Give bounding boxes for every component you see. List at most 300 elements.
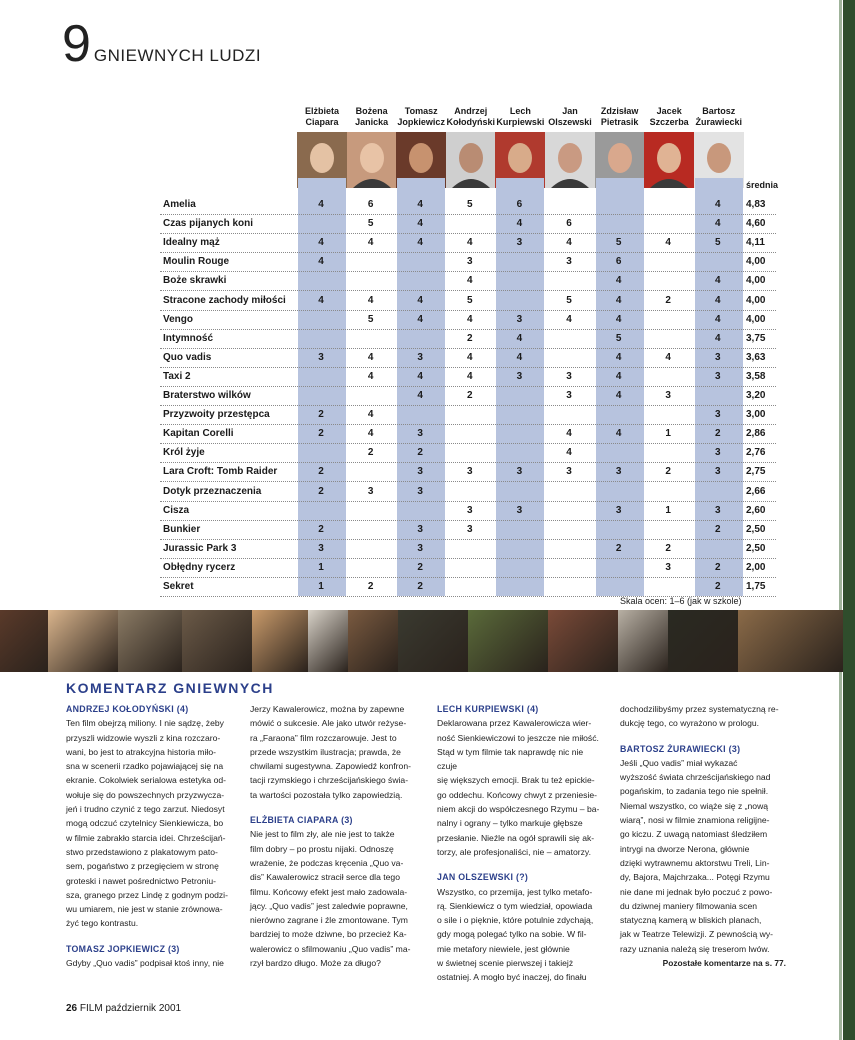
table-row xyxy=(160,559,776,578)
paragraph-gap xyxy=(437,859,603,870)
film-title: Quo vadis xyxy=(163,351,212,363)
comment-line: wrażenie, że podczas kręcenia „Quo va- xyxy=(250,857,404,868)
film-title: Cisza xyxy=(163,504,190,516)
comments-title: KOMENTARZ GNIEWNYCH xyxy=(66,680,274,696)
comment-line: Stąd w tym filmie tak naprawdę nic nie czuje xyxy=(437,746,584,772)
film-title: Czas pijanych koni xyxy=(163,218,254,230)
score-cell: 3 xyxy=(516,504,523,516)
score-cell: 4 xyxy=(665,351,671,363)
film-still xyxy=(252,610,308,672)
score-cell: 4 xyxy=(715,275,721,287)
score-cell: 3 xyxy=(715,447,721,459)
critic-3 xyxy=(446,94,496,188)
score-cell: 3 xyxy=(516,313,523,325)
comment-line: dis” Kawalerowicz stracił serce dla tego xyxy=(250,872,400,883)
score-cell: 3 xyxy=(417,523,423,535)
score-cell: 2 xyxy=(417,561,423,573)
table-row xyxy=(160,463,776,482)
score-cell: 3 xyxy=(566,466,572,478)
score-cell: 4 xyxy=(417,237,423,249)
comment-line: du dziwnej maniery filmowania scen xyxy=(620,900,758,911)
page-header xyxy=(62,15,262,73)
film-title: Król żyje xyxy=(163,447,205,459)
film-title: Lara Croft: Tomb Raider xyxy=(163,466,278,478)
score-cell: 6 xyxy=(367,199,374,210)
score-cell: 2 xyxy=(367,447,374,459)
score-cell: 3 xyxy=(566,370,572,382)
comment-line: mie metafory niewiele, jest głównie xyxy=(437,943,570,954)
score-cell: 3 xyxy=(715,409,721,421)
comment-line: nierówno zagrane i źle zmontowane. Tym xyxy=(250,915,408,926)
paragraph-gap xyxy=(66,931,232,942)
continued-note: Pozostałe komentarze na s. 77. xyxy=(662,958,786,969)
critic-photo xyxy=(446,132,496,188)
comment-line: pogańskim, to zadania tego nie spełnił. xyxy=(620,786,769,797)
comment-line: wyższość świata chrześcijańskiego nad xyxy=(620,772,771,783)
comment-line: Jeśli „Quo vadis” miał wykazać xyxy=(620,757,738,768)
film-still xyxy=(618,610,668,672)
comment-line: Nie jest to film zły, ale nie jest to także xyxy=(250,829,395,840)
comment-line: groteski i nawet pośrednictwo Petroniu- xyxy=(66,875,216,886)
score-cell: 5 xyxy=(467,294,473,306)
comment-line: się większych emocji. Brak tu też epickie- xyxy=(437,775,595,786)
critic-8 xyxy=(694,94,744,188)
score-cell: 3 xyxy=(566,256,572,268)
score-cell: 2 xyxy=(367,581,374,592)
comment-line: stwo przedstawiono z plakatowym pato- xyxy=(66,846,218,857)
critic-heading: TOMASZ JOPKIEWICZ (3) xyxy=(66,943,180,954)
score-cell: 3 xyxy=(516,370,523,382)
average-value: 1,75 xyxy=(746,581,766,592)
score-cell: 3 xyxy=(467,466,473,478)
score-cell: 4 xyxy=(566,313,572,325)
comment-line: dy, Bajora, Majchrzaka... Potęgi Rzymu xyxy=(620,872,770,883)
table-row xyxy=(160,253,776,272)
comment-line: dukcję tego, co wyrażono w prologu. xyxy=(620,718,760,729)
score-cell: 2 xyxy=(665,294,671,306)
comment-line: ra „Faraona” film rozczarowuje. Jest to xyxy=(250,732,397,743)
comment-line: dzięki wytrawnemu aktorstwu Treli, Lin- xyxy=(620,857,770,868)
table-row xyxy=(160,578,776,597)
film-title: Sekret xyxy=(163,581,194,592)
table-row xyxy=(160,349,776,368)
critic-6 xyxy=(595,94,645,188)
comment-line: rzył bardzo długo. Może za długo? xyxy=(250,958,381,969)
comments-column-3 xyxy=(437,702,603,985)
score-cell: 4 xyxy=(566,428,572,440)
score-cell: 3 xyxy=(516,237,523,249)
film-still xyxy=(182,610,252,672)
comment-line: bardziej to może dziwne, bo przecież Ka- xyxy=(250,929,407,940)
film-still xyxy=(308,610,348,672)
film-title: Amelia xyxy=(163,199,196,210)
paragraph-gap xyxy=(620,731,786,742)
table-row xyxy=(160,540,776,559)
comment-line: walerowicz o sfilmowaniu „Quo vadis” ma- xyxy=(250,943,411,954)
critic-name: Zdzisław Pietrasik xyxy=(600,106,639,127)
score-cell: 4 xyxy=(715,218,721,230)
score-cell: 4 xyxy=(516,332,523,344)
average-value: 2,50 xyxy=(746,523,766,535)
comment-line: Niemal wszystko, co wiąże się z „nową xyxy=(620,800,769,811)
score-cell: 4 xyxy=(318,256,324,268)
score-cell: 1 xyxy=(318,581,324,592)
score-cell: 1 xyxy=(665,504,671,516)
score-cell: 2 xyxy=(318,523,324,535)
film-still xyxy=(468,610,548,672)
score-cell: 2 xyxy=(665,466,671,478)
comment-line: jak w Teatrze Telewizji. Z pewnością wy- xyxy=(620,929,773,940)
score-cell: 3 xyxy=(467,523,473,535)
comment-line: Wszystko, co przemija, jest tylko metafo- xyxy=(437,886,593,897)
score-cell: 5 xyxy=(367,313,374,325)
score-cell: 6 xyxy=(566,218,572,230)
film-still xyxy=(348,610,398,672)
score-cell: 4 xyxy=(467,237,473,249)
score-cell: 4 xyxy=(665,237,671,249)
score-cell: 3 xyxy=(417,466,423,478)
critic-1 xyxy=(347,94,397,188)
film-title: Dotyk przeznaczenia xyxy=(163,485,262,497)
scale-note: Skala ocen: 1–6 (jak w szkole) xyxy=(620,596,742,606)
table-row xyxy=(160,292,776,311)
film-title: Przyzwoity przestępca xyxy=(163,409,270,421)
score-cell: 3 xyxy=(318,351,324,363)
critic-name: Bożena Janicka xyxy=(355,106,389,127)
score-cell: 4 xyxy=(715,294,721,306)
comment-line: torzy, ale profesjonaliści, nie – amatorzy. xyxy=(437,846,591,857)
table-row xyxy=(160,272,776,291)
header-title: GNIEWNYCH LUDZI xyxy=(93,46,262,65)
average-value: 3,00 xyxy=(746,409,766,421)
edge-stripe xyxy=(843,0,855,1040)
film-title: Boże skrawki xyxy=(163,275,227,287)
comment-line: w filmie zabrakło starcia idei. Chrześcijań- xyxy=(66,832,226,843)
critic-name: Lech Kurpiewski xyxy=(496,106,545,127)
comment-line: wiarą”, nosi w filmie znamiona religijne- xyxy=(620,815,770,826)
score-cell: 2 xyxy=(318,409,324,421)
average-value: 4,83 xyxy=(746,199,766,210)
score-cell: 4 xyxy=(417,370,423,382)
score-cell: 5 xyxy=(467,199,473,210)
critic-7 xyxy=(644,94,694,188)
comment-line: w świetnej scenie pierwszej i takiejż xyxy=(437,958,574,969)
score-cell: 3 xyxy=(665,390,671,401)
critic-0 xyxy=(297,94,347,188)
comment-line: go oddechu. Końcowy chwyt z przeniesie- xyxy=(437,789,598,800)
average-value: 3,20 xyxy=(746,390,766,401)
table-row xyxy=(160,483,776,502)
comment-line: ta wartości pozostała tylko zapowiedzią. xyxy=(250,789,403,800)
average-value: 2,86 xyxy=(746,428,766,440)
score-cell: 2 xyxy=(467,332,473,344)
score-cell: 4 xyxy=(615,428,622,440)
table-row xyxy=(160,425,776,444)
comment-line: Jerzy Kawalerowicz, można by zapewne xyxy=(250,704,405,714)
score-cell: 4 xyxy=(615,313,622,325)
critic-2 xyxy=(396,94,446,188)
score-cell: 3 xyxy=(417,542,423,554)
score-cell: 3 xyxy=(615,466,622,478)
score-cell: 6 xyxy=(615,256,622,268)
score-cell: 4 xyxy=(615,351,622,363)
score-cell: 4 xyxy=(417,218,423,230)
score-cell: 4 xyxy=(467,370,473,382)
film-still xyxy=(668,610,738,672)
average-value: 2,76 xyxy=(746,447,766,459)
critic-name: Tomasz Jopkiewicz xyxy=(397,106,445,127)
score-cell: 3 xyxy=(715,466,721,478)
score-cell: 2 xyxy=(615,542,622,554)
score-cell: 4 xyxy=(417,199,423,210)
score-cell: 2 xyxy=(417,447,423,459)
comment-line: razy uznania należą się treserom lwów. xyxy=(620,943,770,954)
score-cell: 4 xyxy=(615,294,622,306)
film-title: Moulin Rouge xyxy=(163,256,230,268)
score-cell: 2 xyxy=(318,466,324,478)
comment-line: tacji rzymskiego i chrześcijańskiego świa- xyxy=(250,775,409,786)
film-still xyxy=(0,610,48,672)
table-row xyxy=(160,406,776,425)
film-still xyxy=(548,610,618,672)
score-cell: 4 xyxy=(715,332,721,344)
comments-column-2 xyxy=(250,702,416,970)
score-cell: 5 xyxy=(367,218,374,230)
film-title: Kapitan Corelli xyxy=(163,428,234,440)
average-value: 2,50 xyxy=(746,542,766,554)
critic-4 xyxy=(495,94,545,188)
comment-line: mogą odczuć czytelnicy Sienkiewicza, bo xyxy=(66,818,224,829)
score-cell: 2 xyxy=(467,390,473,401)
film-still xyxy=(738,610,843,672)
film-title: Braterstwo wilków xyxy=(163,390,251,401)
score-cell: 5 xyxy=(715,237,721,249)
film-title: Stracone zachody miłości xyxy=(163,294,286,306)
critic-name: Elżbieta Ciapara xyxy=(304,106,339,127)
table-row xyxy=(160,330,776,349)
score-cell: 1 xyxy=(665,428,671,440)
score-cell: 4 xyxy=(318,237,324,249)
critic-heading: BARTOSZ ŻURAWIECKI (3) xyxy=(620,743,741,754)
comment-line: nalny i ograny – tylko markuje głębsze xyxy=(437,818,583,829)
comment-line: nie dane mi jednak było poczuć z powo- xyxy=(620,886,773,897)
score-cell: 4 xyxy=(615,370,622,382)
score-cell: 6 xyxy=(516,199,523,210)
score-cell: 4 xyxy=(367,351,374,363)
film-still xyxy=(118,610,182,672)
score-cell: 3 xyxy=(715,370,721,382)
table-row xyxy=(160,311,776,330)
comments-column-4 xyxy=(620,702,786,970)
score-cell: 2 xyxy=(665,542,671,554)
comment-line: wani, bo jest to atrakcyjna historia miło- xyxy=(66,746,216,757)
comment-line: gdy mogą polegać tylko na sobie. W fil- xyxy=(437,929,587,940)
comment-line: chwilami sugestywna. Zapowiedź konfron- xyxy=(250,761,411,772)
average-value: 2,60 xyxy=(746,504,766,516)
comment-line: przede wszystkim ilustracja; prawda, że xyxy=(250,746,401,757)
average-value: 4,60 xyxy=(746,218,766,230)
average-value: 4,11 xyxy=(746,237,765,249)
comment-line: ostatniej. A mogło być inaczej, do finału xyxy=(437,972,587,983)
average-value: 3,58 xyxy=(746,370,766,382)
table-row xyxy=(160,502,776,521)
score-cell: 5 xyxy=(615,332,622,344)
header-number: 9 xyxy=(62,15,89,73)
score-cell: 4 xyxy=(417,390,423,401)
score-cell: 3 xyxy=(467,504,473,516)
score-cell: 4 xyxy=(566,237,572,249)
score-cell: 3 xyxy=(665,561,671,573)
film-title: Idealny mąż xyxy=(163,237,220,249)
comment-line: sem, pogaństwo z przegięciem w stronę xyxy=(66,861,219,872)
critic-name: Bartosz Żurawiecki xyxy=(695,106,743,127)
issue-date: październik 2001 xyxy=(105,1003,182,1014)
score-cell: 4 xyxy=(367,428,374,440)
score-cell: 2 xyxy=(318,428,324,440)
comment-line: Deklarowana przez Kawalerowicza wier- xyxy=(437,718,592,729)
average-value: 4,00 xyxy=(746,294,766,306)
table-row xyxy=(160,196,776,215)
score-cell: 4 xyxy=(367,294,374,306)
comment-line: go kiczu. Z uwagą natomiast śledziłem xyxy=(620,829,768,840)
score-cell: 3 xyxy=(318,542,324,554)
page-number: 26 xyxy=(66,1003,78,1014)
score-cell: 4 xyxy=(615,275,622,287)
comment-line: przyszli widzowie wyszli z kina rozczaro- xyxy=(66,732,221,743)
comment-line: żyć tego kontrastu. xyxy=(66,918,139,929)
critic-name: Andrzej Kołodyński xyxy=(446,106,496,127)
comment-line: sna w scenerii rzadko pojawiającej się na xyxy=(66,761,224,772)
score-cell: 4 xyxy=(715,313,721,325)
comment-line: niem akcji do współczesnego Rzymu – ba- xyxy=(437,804,600,815)
score-cell: 3 xyxy=(417,351,423,363)
average-value: 2,75 xyxy=(746,466,766,478)
comment-line: rą. Sienkiewicz o tym wiedział, opowiada xyxy=(437,900,593,911)
average-value: 4,00 xyxy=(746,256,766,268)
average-value: 3,63 xyxy=(746,351,766,363)
critic-heading: JAN OLSZEWSKI (?) xyxy=(437,872,529,883)
critic-photo xyxy=(545,132,595,188)
score-cell: 2 xyxy=(715,561,721,573)
table-row xyxy=(160,387,776,406)
film-title: Bunkier xyxy=(163,523,201,535)
comment-line: Gdyby „Quo vadis” podpisał ktoś inny, nie xyxy=(66,958,224,969)
page-footer xyxy=(66,1003,181,1014)
comment-line: dochodzilibyśmy przez systematyczną re- xyxy=(620,704,779,714)
comment-line: film dobry – po prostu nijaki. Odnoszę xyxy=(250,843,394,854)
comment-line: mówić o sukcesie. Ale jako utwór reżyse- xyxy=(250,718,407,729)
score-cell: 4 xyxy=(318,294,324,306)
table-row xyxy=(160,521,776,540)
score-cell: 3 xyxy=(417,428,423,440)
score-cell: 3 xyxy=(516,466,523,478)
score-cell: 3 xyxy=(715,351,721,363)
score-cell: 2 xyxy=(715,428,721,440)
score-cell: 4 xyxy=(566,447,572,459)
score-cell: 4 xyxy=(516,218,523,230)
score-cell: 2 xyxy=(715,523,721,535)
critic-name: Jan Olszewski xyxy=(548,106,592,127)
score-cell: 1 xyxy=(318,561,324,573)
score-cell: 3 xyxy=(615,504,622,516)
film-title: Intymność xyxy=(163,332,214,344)
comment-line: wu umiarem, nie jest w stanie zrównowa- xyxy=(66,904,223,915)
table-row xyxy=(160,368,776,387)
score-cell: 4 xyxy=(467,275,473,287)
score-cell: 2 xyxy=(318,485,324,497)
table-row xyxy=(160,444,776,463)
score-cell: 3 xyxy=(367,485,374,497)
film-title: Obłędny rycerz xyxy=(163,561,236,573)
critic-heading: ANDRZEJ KOŁODYŃSKI (4) xyxy=(66,704,189,714)
score-cell: 3 xyxy=(417,485,423,497)
critic-name: Jacek Szczerba xyxy=(649,106,689,127)
score-cell: 3 xyxy=(467,256,473,268)
comment-line: sza, granego przez Lindę z godnym podzi- xyxy=(66,889,228,900)
critic-heading: LECH KURPIEWSKI (4) xyxy=(437,704,539,714)
average-value: 3,75 xyxy=(746,332,766,344)
score-cell: 5 xyxy=(615,237,622,249)
score-cell: 4 xyxy=(367,237,374,249)
score-cell: 4 xyxy=(516,351,523,363)
score-cell: 5 xyxy=(566,294,572,306)
comment-line: intrygi na dworze Nerona, głównie xyxy=(620,843,750,854)
score-cell: 4 xyxy=(417,313,423,325)
film-title: Taxi 2 xyxy=(163,370,191,382)
average-value: 4,00 xyxy=(746,275,766,287)
comments-column-1 xyxy=(66,702,232,970)
critic-photo xyxy=(347,132,397,188)
critic-5 xyxy=(545,94,595,188)
score-cell: 2 xyxy=(715,581,721,592)
comment-line: filmu. Końcowy efekt jest mało zadowala- xyxy=(250,886,408,897)
score-cell: 4 xyxy=(417,294,423,306)
score-cell: 4 xyxy=(467,351,473,363)
average-value: 2,00 xyxy=(746,561,766,573)
comment-line: wołuje się do powszechnych przyzwycza- xyxy=(66,789,225,800)
film-title: Jurassic Park 3 xyxy=(163,542,237,554)
table-row xyxy=(160,234,776,253)
comment-line: przesłanie. Nieźle na ogół sprawili się ak- xyxy=(437,832,595,843)
score-cell: 4 xyxy=(615,390,622,401)
score-cell: 4 xyxy=(318,199,324,210)
comment-line: ność Sienkiewiczowi to jeszcze nie miłość. xyxy=(437,732,599,743)
film-title: Vengo xyxy=(163,313,194,325)
comment-line: o sile i o pięknie, które potulnie zdychają, xyxy=(437,915,594,926)
film-stills-strip xyxy=(0,610,843,672)
comment-line: Ten film obejrzą miliony. I nie sądzę, żeby xyxy=(66,718,224,729)
critic-heading: ELŻBIETA CIAPARA (3) xyxy=(250,815,353,826)
table-row xyxy=(160,215,776,234)
comment-line: statyczną kamerą w bliskich planach, xyxy=(620,915,762,926)
film-still xyxy=(48,610,118,672)
critic-photo xyxy=(644,132,694,188)
average-value: 2,66 xyxy=(746,485,766,497)
average-value: 4,00 xyxy=(746,313,766,325)
comment-line: jeń i trudno czynić z tego zarzut. Niedosyt xyxy=(66,804,225,815)
comment-line: ekranie. Cokolwiek serialowa estetyka od- xyxy=(66,775,227,786)
score-cell: 3 xyxy=(566,390,572,401)
magazine-name: FILM xyxy=(79,1003,103,1014)
score-cell: 4 xyxy=(715,199,721,210)
film-still xyxy=(398,610,468,672)
score-cell: 2 xyxy=(417,581,423,592)
average-label: średnia xyxy=(746,180,779,190)
score-cell: 4 xyxy=(367,370,374,382)
score-cell: 4 xyxy=(367,409,374,421)
edge-stripe-light xyxy=(839,0,842,1040)
score-cell: 3 xyxy=(715,504,721,516)
